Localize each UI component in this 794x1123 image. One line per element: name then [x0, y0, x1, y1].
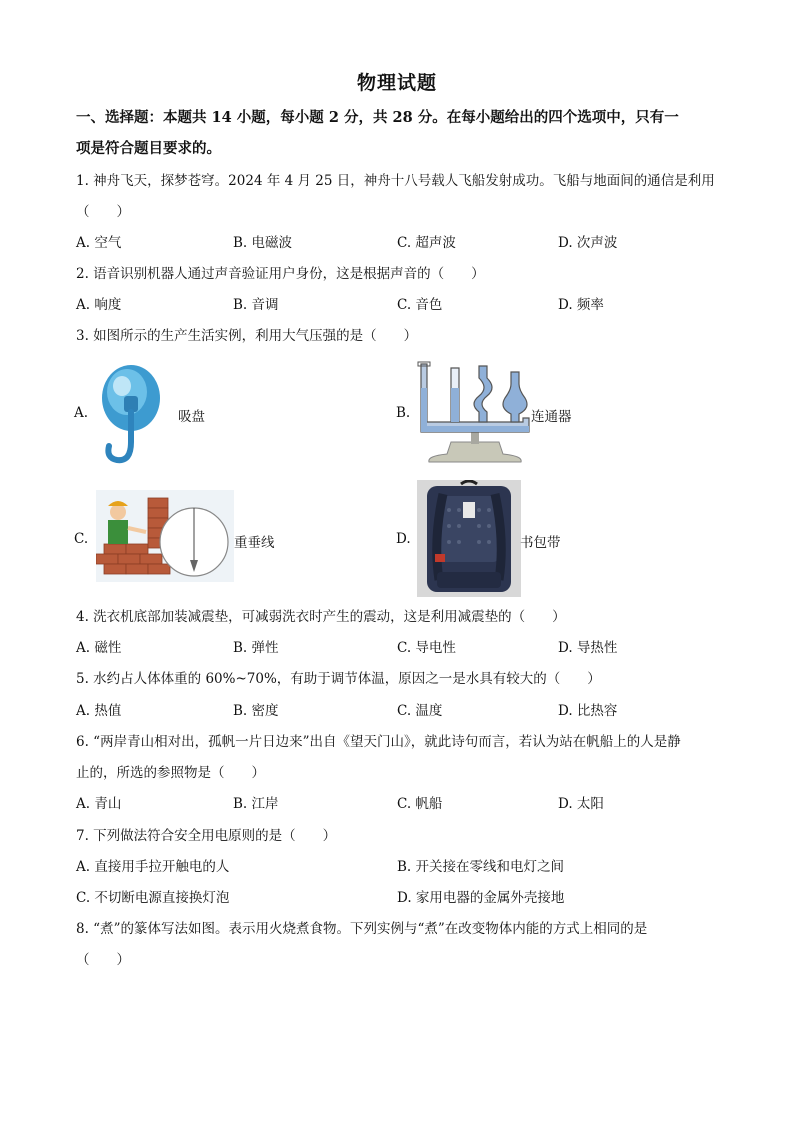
- q4-option-c[interactable]: C. 导电性: [397, 640, 456, 656]
- section-heading-line2: 项是符合题目要求的。: [76, 140, 221, 157]
- q3-label-a[interactable]: A.: [74, 405, 89, 421]
- q7-stem: 7. 下列做法符合安全用电原则的是（ ）: [76, 828, 337, 844]
- q1-option-c[interactable]: C. 超声波: [397, 235, 456, 251]
- q4-stem: 4. 洗衣机底部加装减震垫，可减弱洗衣时产生的震动，这是利用减震垫的（ ）: [76, 609, 566, 625]
- q2-option-d[interactable]: D. 频率: [558, 297, 604, 313]
- q5-option-d[interactable]: D. 比热容: [558, 703, 618, 719]
- q7-option-a[interactable]: A. 直接用手拉开触电的人: [76, 859, 230, 875]
- q1-stem-line2: （ ）: [76, 204, 130, 220]
- q7-option-c[interactable]: C. 不切断电源直接换灯泡: [76, 890, 230, 906]
- plumb-line-image: [96, 490, 234, 582]
- connected-vessels-image: [415, 360, 535, 468]
- q2-option-a[interactable]: A. 响度: [76, 297, 122, 313]
- q4-option-b[interactable]: B. 弹性: [233, 640, 279, 656]
- q6-stem-line1: 6. “两岸青山相对出，孤帆一片日边来”出自《望天门山》，就此诗句而言，若认为站在帆船上的人是静: [76, 734, 681, 750]
- q5-option-a[interactable]: A. 热值: [76, 703, 122, 719]
- q1-option-b[interactable]: B. 电磁波: [233, 235, 293, 251]
- q6-option-b[interactable]: B. 江岸: [233, 796, 279, 812]
- q7-option-b[interactable]: B. 开关接在零线和电灯之间: [397, 859, 565, 875]
- q1-option-d[interactable]: D. 次声波: [558, 235, 618, 251]
- q4-option-a[interactable]: A. 磁性: [76, 640, 122, 656]
- q2-option-c[interactable]: C. 音色: [397, 297, 443, 313]
- q3-caption-b: 连通器: [531, 409, 572, 425]
- q6-option-a[interactable]: A. 青山: [76, 796, 122, 812]
- q3-label-c[interactable]: C.: [74, 531, 89, 547]
- q3-caption-a: 吸盘: [178, 409, 205, 425]
- q5-stem: 5. 水约占人体体重的 60%~70%，有助于调节体温，原因之一是水具有较大的（ ）: [76, 671, 601, 687]
- suction-cup-image: [100, 362, 162, 467]
- q6-option-c[interactable]: C. 帆船: [397, 796, 443, 812]
- section-heading-line1: 一、选择题：本题共 14 小题，每小题 2 分，共 28 分。在每小题给出的四个选项中，只有一: [76, 109, 679, 126]
- q6-option-d[interactable]: D. 太阳: [558, 796, 604, 812]
- q8-stem-line1: 8. “煮”的篆体写法如图。表示用火烧煮食物。下列实例与“煮”在改变物体内能的方式上相同的是: [76, 921, 648, 937]
- q3-label-b[interactable]: B.: [396, 405, 411, 421]
- q6-stem-line2: 止的，所选的参照物是（ ）: [76, 765, 265, 781]
- q1-stem-line1: 1. 神舟飞天，探梦苍穹。2024 年 4 月 25 日，神舟十八号载人飞船发射成功。飞船与地面间的通信是利用: [76, 173, 715, 189]
- backpack-image: [417, 480, 521, 597]
- q4-option-d[interactable]: D. 导热性: [558, 640, 618, 656]
- q3-caption-d: 书包带: [520, 535, 561, 551]
- q3-caption-c: 重垂线: [234, 535, 275, 551]
- q3-stem: 3. 如图所示的生产生活实例，利用大气压强的是（ ）: [76, 328, 418, 344]
- q5-option-b[interactable]: B. 密度: [233, 703, 279, 719]
- q1-option-a[interactable]: A. 空气: [76, 235, 122, 251]
- q5-option-c[interactable]: C. 温度: [397, 703, 443, 719]
- page-title: 物理试题: [356, 72, 437, 94]
- q7-option-d[interactable]: D. 家用电器的金属外壳接地: [397, 890, 565, 906]
- q2-option-b[interactable]: B. 音调: [233, 297, 279, 313]
- q2-stem: 2. 语音识别机器人通过声音验证用户身份，这是根据声音的（ ）: [76, 266, 485, 282]
- q8-stem-line2: （ ）: [76, 952, 130, 968]
- q3-label-d[interactable]: D.: [396, 531, 411, 547]
